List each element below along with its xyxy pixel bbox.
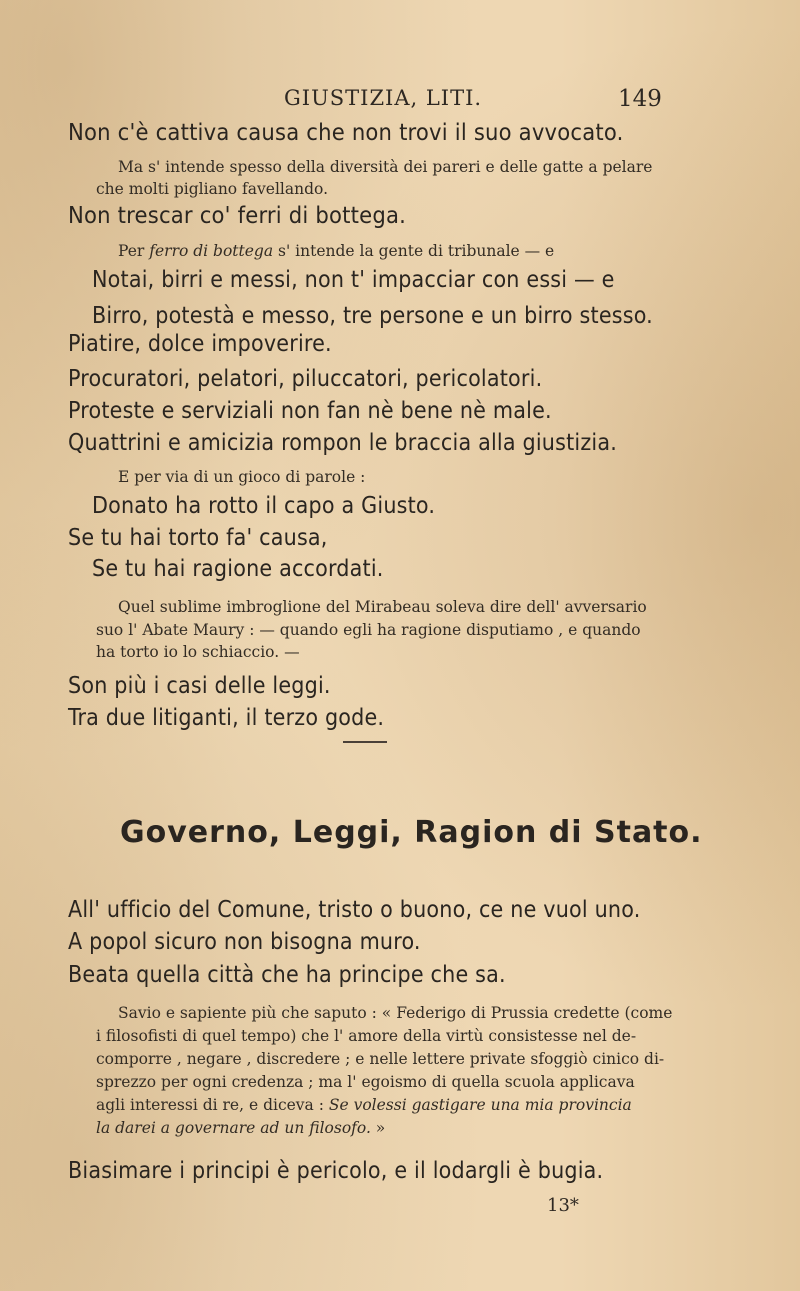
commentary-line: la darei a governare ad un filosofo. » [96, 1119, 386, 1137]
commentary-line: Ma s' intende spesso della diversità dei pareri e delle gatte a pelare [118, 158, 653, 176]
commentary-line: Savio e sapiente più che saputo : « Federigo di Prussia credette (come [118, 1004, 673, 1022]
proverb-line: Son più i casi delle leggi. [68, 673, 331, 699]
proverb-line: Beata quella città che ha principe che sa. [68, 962, 506, 988]
proverb-line: Non trescar co' ferri di bottega. [68, 201, 407, 229]
commentary-line: suo l' Abate Maury : — quando egli ha ragione disputiamo , e quando [96, 621, 641, 639]
proverb-line: All' ufficio del Comune, tristo o buono, ce ne vuol uno. [68, 897, 641, 923]
commentary-line: ha torto io lo schiaccio. — [96, 643, 300, 661]
page-number: 149 [618, 86, 662, 112]
running-head: GIUSTIZIA, LITI. [284, 86, 483, 110]
page-header [0, 86, 800, 120]
commentary-line: comporre , negare , discredere ; e nelle lettere private sfoggiò cinico di- [96, 1050, 665, 1068]
signature-mark: 13* [547, 1195, 579, 1216]
commentary-line: Per ferro di bottega s' intende la gente di tribunale — e [118, 242, 555, 260]
commentary-line: agli interessi di re, e diceva : Se volessi gastigare una mia provincia [96, 1096, 632, 1114]
proverb-line: Notai, birri e messi, non t' impacciar con essi — e [92, 267, 615, 293]
commentary-line: E per via di un gioco di parole : [118, 468, 366, 486]
section-divider [343, 741, 387, 743]
proverb-line: Se tu hai torto fa' causa, [68, 525, 328, 551]
commentary-line: i filosofisti di quel tempo) che l' amore della virtù consistesse nel de- [96, 1027, 637, 1045]
proverb-line: Proteste e serviziali non fan nè bene nè male. [68, 398, 552, 424]
proverb-line: Tra due litiganti, il terzo gode. [68, 705, 385, 731]
proverb-line: Donato ha rotto il capo a Giusto. [92, 493, 436, 519]
proverb-line: Piatire, dolce impoverire. [68, 331, 332, 357]
proverb-line: Non c'è cattiva causa che non trovi il suo avvocato. [68, 118, 624, 146]
commentary-line: sprezzo per ogni credenza ; ma l' egoismo di quella scuola applicava [96, 1073, 635, 1091]
proverb-line: Biasimare i principi è pericolo, e il lodargli è bugia. [68, 1158, 604, 1184]
commentary-line: Quel sublime imbroglione del Mirabeau soleva dire dell' avversario [118, 598, 647, 616]
proverb-line: Procuratori, pelatori, piluccatori, pericolatori. [68, 366, 543, 392]
proverb-line: Birro, potestà e messo, tre persone e un birro stesso. [92, 303, 653, 329]
commentary-line: che molti pigliano favellando. [96, 180, 329, 198]
proverb-line: Se tu hai ragione accordati. [92, 556, 384, 582]
section-title: Governo, Leggi, Ragion di Stato. [120, 815, 703, 850]
proverb-line: A popol sicuro non bisogna muro. [68, 929, 421, 955]
proverb-line: Quattrini e amicizia rompon le braccia alla giustizia. [68, 430, 618, 456]
